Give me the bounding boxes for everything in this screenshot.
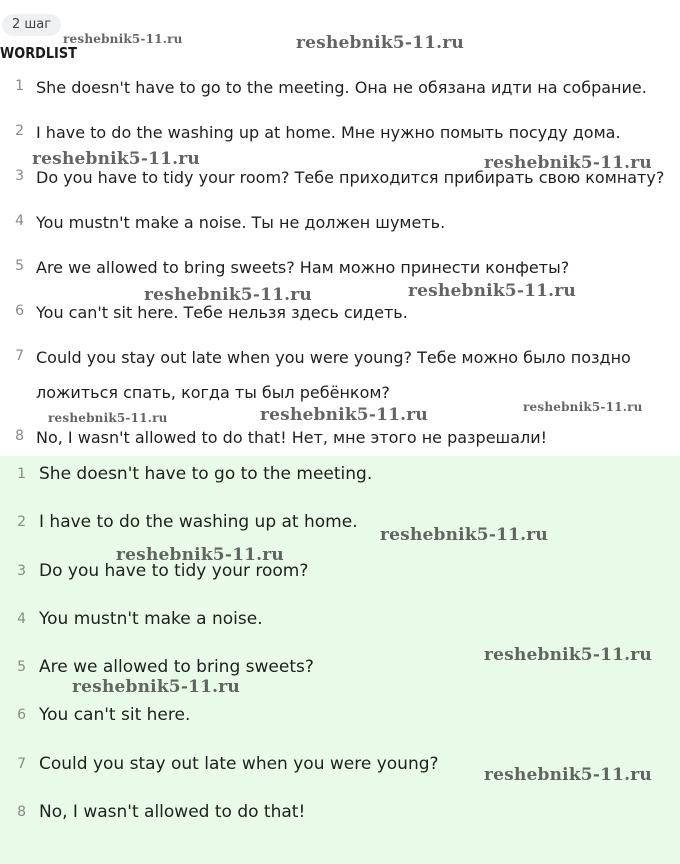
item-text: Could you stay out late when you were young?: [39, 754, 439, 774]
item-text: I have to do the washing up at home. Мне нужно помыть посуду дома.: [36, 123, 621, 142]
item-text: Are we allowed to bring sweets? Нам можно принести конфеты?: [36, 258, 570, 277]
item-number: 8: [17, 804, 26, 820]
item-text: She doesn't have to go to the meeting. Она не обязана идти на собрание.: [36, 78, 647, 97]
item-number: 6: [17, 707, 26, 723]
item-number: 6: [15, 303, 24, 319]
item-text: You mustn't make a noise. Ты не должен шуметь.: [36, 213, 446, 232]
watermark: reshebnik5-11.ru: [296, 33, 464, 53]
item-number: 4: [17, 611, 26, 627]
item-number: 5: [15, 258, 24, 274]
item-number: 5: [17, 659, 26, 675]
step-badge: 2 шаг: [2, 14, 61, 36]
watermark: reshebnik5-11.ru: [144, 285, 312, 305]
watermark: reshebnik5-11.ru: [484, 765, 652, 785]
item-number: 7: [17, 756, 26, 772]
item-number: 8: [15, 428, 24, 444]
watermark: reshebnik5-11.ru: [48, 411, 168, 425]
item-number: 1: [17, 466, 26, 482]
item-text: You mustn't make a noise.: [39, 609, 263, 629]
item-text: She doesn't have to go to the meeting.: [39, 464, 373, 484]
item-number: 2: [15, 123, 24, 139]
item-number: 2: [17, 514, 26, 530]
watermark: reshebnik5-11.ru: [260, 405, 428, 425]
watermark: reshebnik5-11.ru: [72, 677, 240, 697]
item-text: You can't sit here. Тебе нельзя здесь сидеть.: [36, 303, 408, 322]
watermark: reshebnik5-11.ru: [523, 400, 643, 414]
watermark: reshebnik5-11.ru: [380, 525, 548, 545]
watermark: reshebnik5-11.ru: [484, 645, 652, 665]
watermark: reshebnik5-11.ru: [63, 32, 183, 46]
item-text: No, I wasn't allowed to do that!: [39, 802, 306, 822]
item-number: 3: [17, 563, 26, 579]
item-text: I have to do the washing up at home.: [39, 512, 358, 532]
watermark: reshebnik5-11.ru: [484, 153, 652, 173]
watermark: reshebnik5-11.ru: [408, 281, 576, 301]
item-text: Do you have to tidy your room? Тебе приходится прибирать свою комнату?: [36, 168, 665, 187]
item-text: Are we allowed to bring sweets?: [39, 657, 314, 677]
item-number: 7: [15, 348, 24, 364]
item-text: Do you have to tidy your room?: [39, 561, 309, 581]
item-number: 3: [15, 168, 24, 184]
watermark: reshebnik5-11.ru: [116, 545, 284, 565]
item-text: You can't sit here.: [39, 705, 191, 725]
item-text: No, I wasn't allowed to do that! Нет, мне этого не разрешали!: [36, 428, 548, 447]
wordlist-heading: WORDLIST: [0, 44, 77, 62]
item-text: Could you stay out late when you were young? Тебе можно было поздно: [36, 348, 631, 367]
item-number: 4: [15, 213, 24, 229]
watermark: reshebnik5-11.ru: [32, 149, 200, 169]
item-text-continued: ложиться спать, когда ты был ребёнком?: [36, 383, 390, 402]
item-number: 1: [15, 78, 24, 94]
